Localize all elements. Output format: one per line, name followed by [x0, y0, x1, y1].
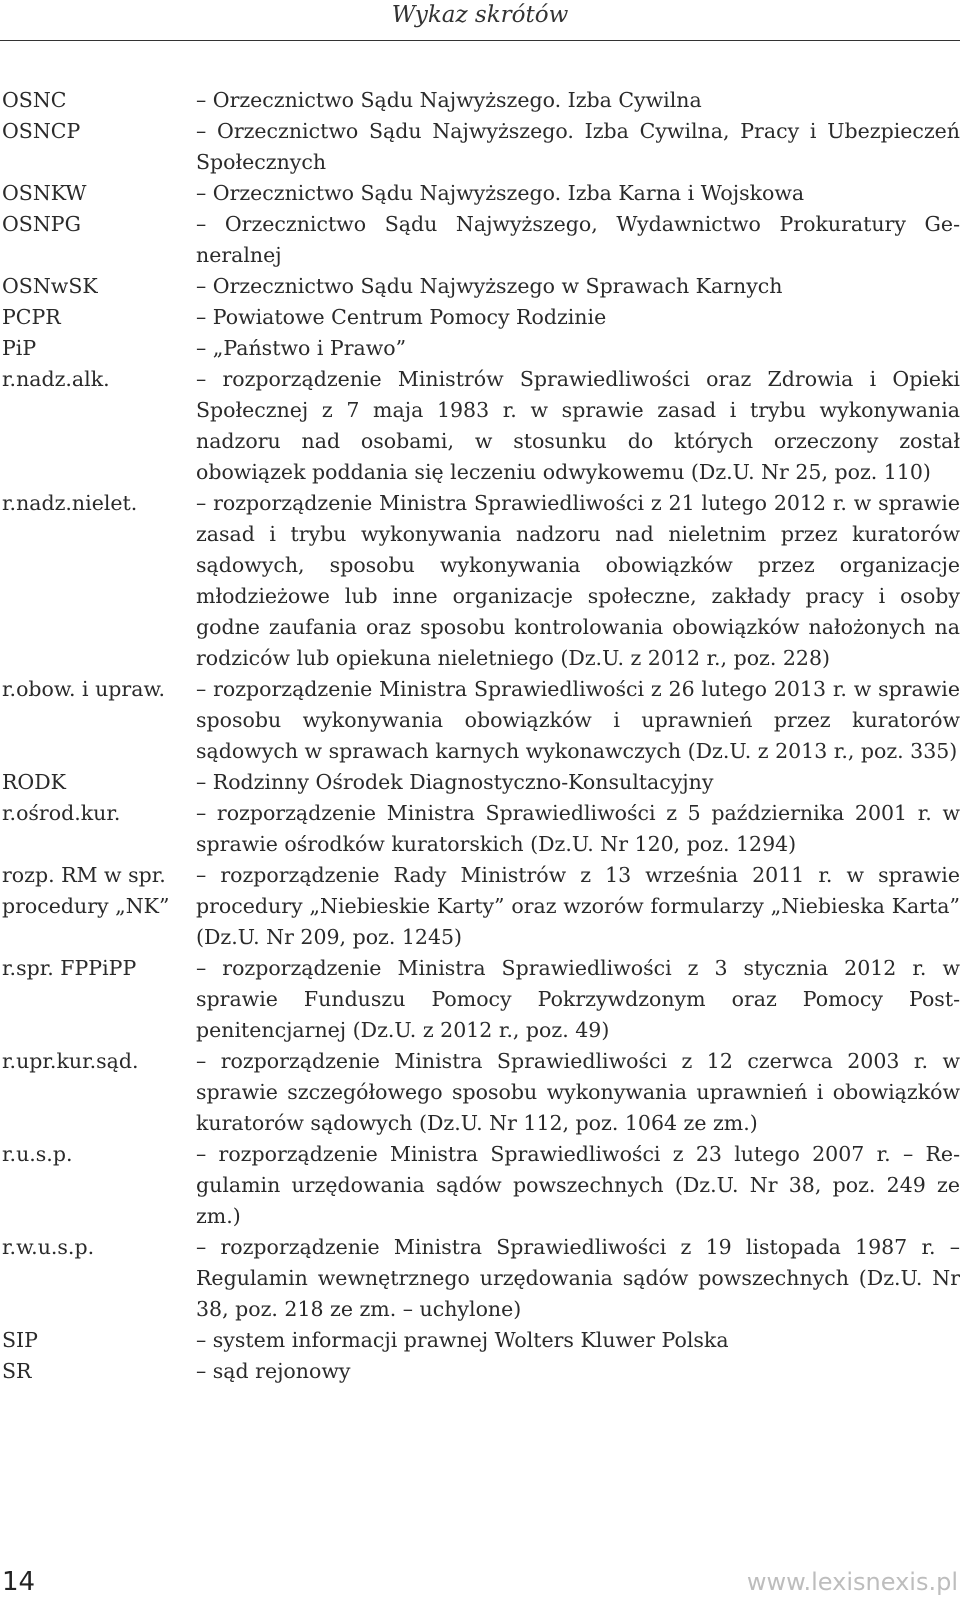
abbreviation-term: [2, 1046, 192, 1077]
header-title: Wykaz skrótów: [391, 2, 569, 28]
abbreviation-term: [2, 674, 192, 705]
abbreviation-term-line: RODK: [2, 770, 66, 794]
abbreviation-entry: [2, 333, 960, 364]
abbreviation-term: [2, 488, 192, 519]
abbreviation-entry: [2, 85, 960, 116]
abbreviation-term: [2, 302, 192, 333]
abbreviation-term: [2, 798, 192, 829]
abbreviation-entry: [2, 1139, 960, 1232]
abbreviation-definition: – rozporządzenie Ministra Sprawiedliwości z 12 czerwca 2003 r. w sprawie szczegółowego sposobu wykonywania uprawnień i obowiązków kuratorów sądowych (Dz.U. Nr 112, poz. 1064 ze zm.): [196, 1049, 960, 1135]
abbreviation-term: [2, 85, 192, 116]
abbreviation-definition: – Rodzinny Ośrodek Diagnostyczno-Konsultacyjny: [196, 770, 714, 794]
abbreviation-term-line: r.nadz.alk.: [2, 367, 110, 391]
abbreviation-term: [2, 1356, 192, 1387]
abbreviation-entry: [2, 116, 960, 178]
page-number: 14: [2, 1567, 36, 1597]
abbreviation-entry: [2, 271, 960, 302]
abbreviation-term: [2, 767, 192, 798]
abbreviation-definition: – Orzecznictwo Sądu Najwyższego. Izba Cywilna: [196, 88, 702, 112]
abbreviation-term: [2, 333, 192, 364]
abbreviation-entry: [2, 674, 960, 767]
publisher-website: www.lexisnexis.pl: [746, 1568, 958, 1596]
abbreviation-term-line: PiP: [2, 336, 37, 360]
abbreviation-term-line: OSNPG: [2, 212, 81, 236]
abbreviation-definition: – Orzecznictwo Sądu Najwyższego, Wydawnictwo Prokuratury Generalnej: [196, 212, 960, 267]
abbreviation-definition: – rozporządzenie Ministra Sprawiedliwości z 3 stycznia 2012 r. w sprawie Funduszu Pomocy Pokrzywdzonym oraz Pomocy Postpenitencjarnej (Dz.U. z 2012 r., poz. 49): [196, 956, 960, 1042]
abbreviation-term: [2, 1325, 192, 1356]
abbreviation-term: [2, 209, 192, 240]
abbreviation-term-line: SR: [2, 1359, 32, 1383]
abbreviation-definition: – rozporządzenie Ministra Sprawiedliwości z 19 listopada 1987 r. – Regulamin wewnętrznego urzędowania sądów powszechnych (Dz.U. Nr 38, poz. 218 ze zm. – uchylone): [196, 1235, 960, 1321]
running-header: [0, 0, 960, 41]
abbreviation-term: [2, 953, 192, 984]
abbreviation-term-line: r.ośrod.kur.: [2, 801, 121, 825]
abbreviation-term: [2, 364, 192, 395]
abbreviation-entry: [2, 302, 960, 333]
abbreviation-definition: – rozporządzenie Rady Ministrów z 13 września 2011 r. w sprawie procedury „Niebieskie Karty” oraz wzorów formularzy „Niebieska Karta” (Dz.U. Nr 209, poz. 1245): [196, 863, 960, 949]
abbreviation-term-line: procedury „NK”: [2, 894, 170, 918]
abbreviation-definition: – rozporządzenie Ministra Sprawiedliwości z 5 października 2001 r. w sprawie ośrodków kuratorskich (Dz.U. Nr 120, poz. 1294): [196, 801, 960, 856]
abbreviation-entry: [2, 488, 960, 674]
abbreviation-entry: [2, 364, 960, 488]
abbreviation-term-line: OSNwSK: [2, 274, 98, 298]
abbreviation-definition: – system informacji prawnej Wolters Kluwer Polska: [196, 1328, 729, 1352]
abbreviation-entry: [2, 178, 960, 209]
abbreviation-entry: [2, 1046, 960, 1139]
abbreviation-term: [2, 178, 192, 209]
abbreviation-definition: – Powiatowe Centrum Pomocy Rodzinie: [196, 305, 607, 329]
abbreviation-entry: [2, 1325, 960, 1356]
abbreviation-term: [2, 271, 192, 302]
abbreviation-term: [2, 1232, 192, 1263]
abbreviation-entry: [2, 860, 960, 953]
abbreviation-term-line: r.nadz.nielet.: [2, 491, 138, 515]
abbreviation-term-line: r.spr. FPPiPP: [2, 956, 137, 980]
abbreviation-term-line: SIP: [2, 1328, 38, 1352]
abbreviation-definition: – Orzecznictwo Sądu Najwyższego. Izba Karna i Wojskowa: [196, 181, 805, 205]
abbreviation-entry: [2, 1356, 960, 1387]
abbreviation-definition: – rozporządzenie Ministrów Sprawiedliwości oraz Zdrowia i Opieki Społecznej z 7 maja 1983 r. w sprawie zasad i trybu wykonywania nadzoru nad osobami, w stosunku do których orzeczony został obowiązek poddania się leczeniu odwykowemu (Dz.U. Nr 25, poz. 110): [196, 367, 960, 484]
abbreviation-term-line: r.upr.kur.sąd.: [2, 1049, 139, 1073]
abbreviation-definition: – rozporządzenie Ministra Sprawiedliwości z 23 lutego 2007 r. – Regulamin urzędowania sądów powszechnych (Dz.U. Nr 38, poz. 249 ze zm.): [196, 1142, 960, 1228]
abbreviation-definition: – sąd rejonowy: [196, 1359, 351, 1383]
abbreviation-term-line: PCPR: [2, 305, 61, 329]
abbreviation-term-line: r.u.s.p.: [2, 1142, 73, 1166]
abbreviation-entry: [2, 1232, 960, 1325]
abbreviation-term: [2, 116, 192, 147]
abbreviation-term: [2, 860, 192, 922]
abbreviation-list: [2, 85, 960, 1387]
abbreviation-term-line: OSNC: [2, 88, 67, 112]
abbreviation-definition: – rozporządzenie Ministra Sprawiedliwości z 26 lutego 2013 r. w sprawie sposobu wykonywania obowiązków i uprawnień przez kuratorów sądowych w sprawach karnych wykonawczych (Dz.U. z 2013 r., poz. 335): [196, 677, 960, 763]
abbreviation-entry: [2, 767, 960, 798]
abbreviation-term-line: r.w.u.s.p.: [2, 1235, 95, 1259]
abbreviation-term: [2, 1139, 192, 1170]
abbreviation-definition: – Orzecznictwo Sądu Najwyższego w Sprawach Karnych: [196, 274, 783, 298]
abbreviation-term-line: OSNKW: [2, 181, 87, 205]
abbreviation-term-line: rozp. RM w spr.: [2, 863, 166, 887]
abbreviation-entry: [2, 209, 960, 271]
abbreviation-definition: – „Państwo i Prawo”: [196, 336, 407, 360]
abbreviation-definition: – rozporządzenie Ministra Sprawiedliwości z 21 lutego 2012 r. w sprawie zasad i trybu wykonywania nadzoru nad nieletnim przez kuratorów sądowych, sposobu wykonywania obowiązków przez organizacje młodzieżowe lub inne organizacje społeczne, zakłady pracy i osoby godne zaufania oraz sposobu kontrolowania obowiązków nałożonych na rodziców lub opiekuna nieletniego (Dz.U. z 2012 r., poz. 228): [196, 491, 960, 670]
abbreviation-term-line: r.obow. i upraw.: [2, 677, 166, 701]
abbreviation-definition: – Orzecznictwo Sądu Najwyższego. Izba Cywilna, Pracy i Ubezpieczeń Społecznych: [196, 119, 960, 174]
abbreviation-entry: [2, 798, 960, 860]
abbreviation-entry: [2, 953, 960, 1046]
abbreviation-term-line: OSNCP: [2, 119, 81, 143]
